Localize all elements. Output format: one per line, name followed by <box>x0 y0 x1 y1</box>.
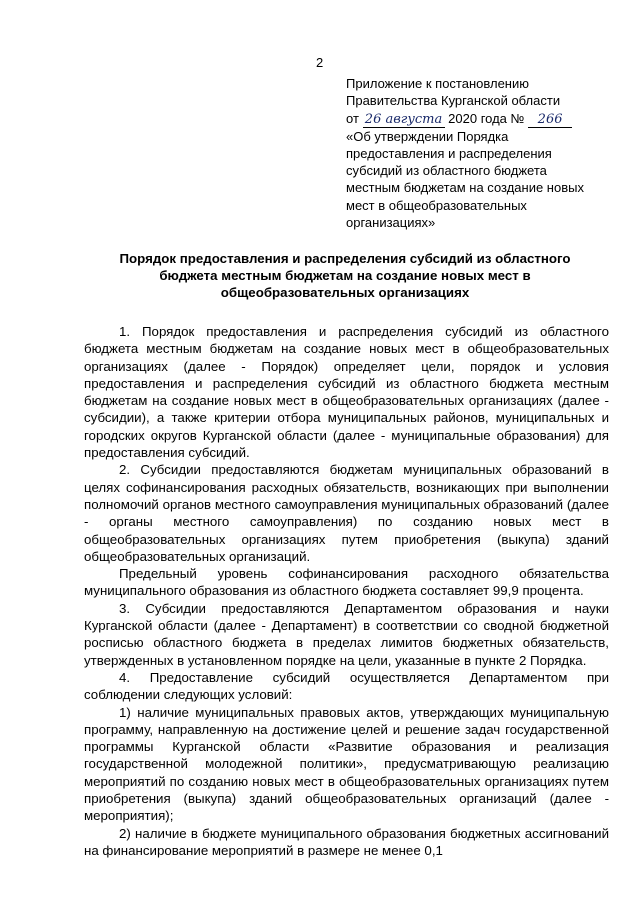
appendix-line-1: Приложение к постановлению <box>346 76 529 91</box>
appendix-line-8: мест в общеобразовательных <box>346 197 527 213</box>
appendix-header <box>346 75 616 231</box>
paragraph-7: 2) наличие в бюджете муниципального образования бюджетных ассигнований на финансирование мероприятий в размере не менее 0,1 <box>84 825 609 858</box>
appendix-line-4: «Об утверждении Порядка <box>346 128 509 144</box>
title-line-2: бюджета местным бюджетам на создание новых мест в <box>159 268 531 283</box>
handwritten-date: 26 августа <box>363 112 445 128</box>
appendix-date-line <box>346 110 616 128</box>
year-text: 2020 года № <box>448 110 525 126</box>
paragraph-1: 1. Порядок предоставления и распределения субсидий из областного бюджета местным бюджетам на создание новых мест в общеобразовательных организациях (далее - Порядок) определяет цели, порядок и условия предоставления и распределения субсидий из областного бюджета местным бюджетам на создание новых мест в общеобразовательных организациях (далее - субсидии), а также критерии отбора муниципальных районов, муниципальных и городских округов Курганской области (далее - муниципальные образования) для предоставления субсидий. <box>84 324 609 461</box>
paragraph-3: Предельный уровень софинансирования расходного обязательства муниципального образования из областного бюджета составляет 99,9 процента. <box>84 566 609 599</box>
appendix-line-7: местным бюджетам на создание новых <box>346 180 584 196</box>
appendix-line-2: Правительства Курганской области <box>346 93 561 109</box>
page-number: 2 <box>316 55 324 70</box>
paragraph-6: 1) наличие муниципальных правовых актов, утверждающих муниципальную программу, направленную на достижение целей и решение задач государственной программы Курганской области «Развитие образования и реализация государственной молодежной политики», предусматривающую реализацию мероприятий по созданию новых мест в общеобразовательных организациях путем приобретения (выкупа) зданий общеобразовательных организаций (далее - мероприятия); <box>84 704 609 824</box>
appendix-line-6: субсидий из областного бюджета <box>346 163 547 179</box>
appendix-line-9: организациях» <box>346 215 436 231</box>
title-line-3: общеобразовательных организациях <box>220 285 470 300</box>
document-title <box>100 250 590 301</box>
paragraph-5: 4. Предоставление субсидий осуществляется Департаментом при соблюдении следующих условий: <box>84 669 609 703</box>
paragraph-2: 2. Субсидии предоставляются бюджетам муниципальных образований в целях софинансирования расходных обязательств, возникающих при выполнении полномочий органов местного самоуправления муниципальных образований (далее - органы местного самоуправления) по созданию новых мест в общеобразовательных организациях путем приобретения (выкупа) зданий общеобразовательных организаций. <box>84 462 609 564</box>
appendix-line-5: предоставления и распределения <box>346 145 552 161</box>
document-body <box>84 323 609 859</box>
handwritten-number: 266 <box>528 112 572 128</box>
title-line-1: Порядок предоставления и распределения субсидий из областного <box>119 251 571 266</box>
from-prefix: от <box>346 110 359 126</box>
paragraph-4: 3. Субсидии предоставляются Департаментом образования и науки Курганской области (далее - Департамент) в соответствии со сводной бюджетной росписью областного бюджета в пределах лимитов бюджетных обязательств, утвержденных в установленном порядке на цели, указанные в пункте 2 Порядка. <box>84 600 609 668</box>
